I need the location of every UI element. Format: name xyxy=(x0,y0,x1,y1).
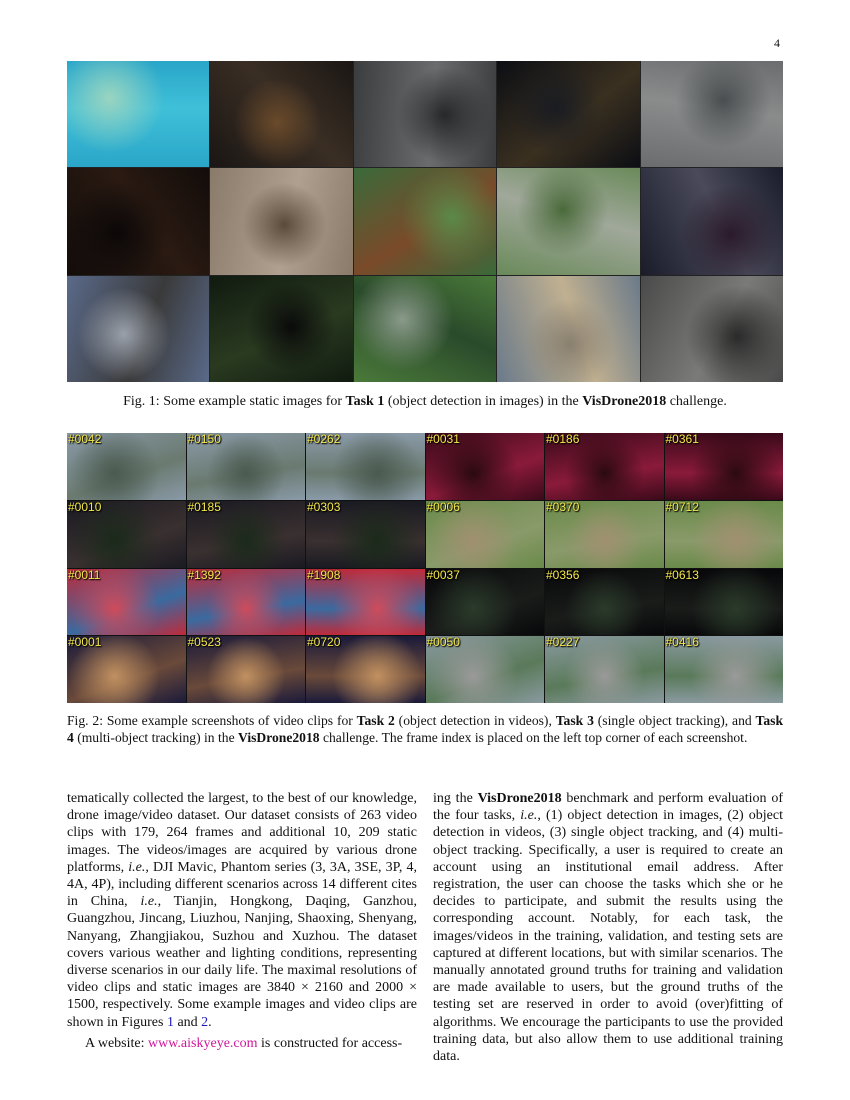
video-frame xyxy=(67,501,186,568)
frame-index-label: #0262 xyxy=(307,433,341,446)
video-frame xyxy=(187,569,306,636)
figure-1-image xyxy=(354,61,496,167)
frame-index-label: #0227 xyxy=(546,636,580,650)
frame-index-label: #1908 xyxy=(307,568,341,582)
text-italic: i.e. xyxy=(140,894,158,910)
page-number: 4 xyxy=(774,36,780,50)
caption-task: Task 2 xyxy=(356,713,395,728)
text-italic: i.e. xyxy=(128,859,146,875)
caption-text: (object detection in videos), xyxy=(394,713,556,728)
caption-task: Task 3 xyxy=(555,713,594,728)
figure-1-image xyxy=(210,276,352,382)
video-frame xyxy=(665,433,784,500)
caption-task: Task 4 xyxy=(67,713,784,745)
frame-index-label: #0720 xyxy=(307,636,341,650)
video-frame xyxy=(187,433,306,500)
caption-text: (single object tracking), and xyxy=(593,713,756,728)
website-link[interactable]: www.aiskyeye.com xyxy=(148,1035,258,1051)
figure-2-video-grid xyxy=(67,433,783,703)
frame-index-label: #0186 xyxy=(546,433,580,446)
text: , (1) object detection in images, (2) object detection in videos, (3) single object tracking, and (4) multi-object tracking. Specifically, a user is required to create an account using an institutional email address. After registration, the user can choose the tasks which she or he decides to participate, and submit the results using the corresponding account. Notably, for each task, the images/videos in the training, validation, and testing sets are captured at different locations, but with similar scenarios. The manually annotated ground truths for training and validation are made available to users, but the ground truths of the testing set are reserved in order to avoid (over)fitting of algorithms. We encourage the participants to use the provided training data, but also allow them to use additional training data. xyxy=(433,808,783,1065)
frame-index-label: #0303 xyxy=(307,500,341,514)
video-frame xyxy=(67,433,186,500)
frame-index-label: #0150 xyxy=(187,433,221,446)
frame-index-label: #0042 xyxy=(68,433,102,446)
figure-2-caption xyxy=(67,712,783,746)
frame-index-label: #0037 xyxy=(426,568,460,582)
frame-index-label: #0356 xyxy=(546,568,580,582)
text: ing the xyxy=(433,791,478,806)
video-frame xyxy=(306,636,425,703)
frame-index-label: #0031 xyxy=(426,433,460,446)
figure-1-image xyxy=(210,168,352,274)
frame-index-label: #0712 xyxy=(665,500,699,514)
frame-index-label: #0370 xyxy=(546,500,580,514)
figure-1-image xyxy=(67,168,209,274)
video-frame xyxy=(545,433,664,500)
video-frame xyxy=(306,433,425,500)
video-frame xyxy=(67,636,186,703)
caption-text: Fig. 1: Some example static images for xyxy=(123,394,346,409)
caption-challenge-name: VisDrone2018 xyxy=(582,394,667,409)
caption-challenge-name: VisDrone2018 xyxy=(238,730,320,745)
video-frame xyxy=(306,569,425,636)
video-frame xyxy=(187,636,306,703)
figure-ref-link-2[interactable]: 2 xyxy=(201,1014,209,1030)
frame-index-label: #0185 xyxy=(187,500,221,514)
text: and xyxy=(173,1014,202,1030)
caption-text: Fig. 2: Some example screenshots of video clips for xyxy=(67,713,357,728)
figure-1-image xyxy=(497,61,639,167)
text: is constructed for access- xyxy=(257,1035,403,1051)
text-bold: VisDrone2018 xyxy=(477,791,562,806)
paragraph xyxy=(67,1035,417,1052)
caption-task: Task 1 xyxy=(345,394,385,409)
frame-index-label: #0416 xyxy=(665,636,699,650)
video-frame xyxy=(426,501,545,568)
text: tematically collected the largest, to the best of our knowledge, drone image/video dataset. Our dataset consists of 263 video clips with 179, 264 frames and additional 10, 209 static images. The videos/images are acquired by various drone platforms, xyxy=(67,791,417,875)
figure-1-image xyxy=(67,276,209,382)
figure-1-image xyxy=(354,168,496,274)
video-frame xyxy=(665,501,784,568)
text-italic: i.e. xyxy=(520,808,538,824)
frame-index-label: #0011 xyxy=(68,568,101,582)
video-frame xyxy=(545,569,664,636)
figure-1-image xyxy=(497,168,639,274)
frame-index-label: #0010 xyxy=(68,500,102,514)
frame-index-label: #0001 xyxy=(68,636,102,650)
figure-1-caption xyxy=(67,394,783,410)
figure-1-image xyxy=(67,61,209,167)
figure-1-image xyxy=(641,276,783,382)
text: benchmark and perform evaluation of the four tasks, xyxy=(433,791,783,824)
frame-index-label: #1392 xyxy=(187,568,221,582)
text: , Tianjin, Hongkong, Daqing, Ganzhou, Guangzhou, Jincang, Liuzhou, Nanjing, Shaoxing, Shenyang, Nanyang, Zhangjiakou, Suzhou and Xuzhou. The dataset covers various weather and lighting conditions, representing diverse scenarios in our daily life. The maximal resolutions of video clips and static images are 3840 × 2160 and 2000 × 1500, respectively. Some example images and video clips are shown in Figures xyxy=(67,894,417,1030)
figure-1-image xyxy=(210,61,352,167)
text: , DJI Mavic, Phantom series (3, 3A, 3SE, 3P, 4, 4A, 4P), including different scenarios across 14 different cites in China, xyxy=(67,859,417,910)
video-frame xyxy=(426,433,545,500)
body-column-right xyxy=(433,790,783,1065)
figure-ref-link-1[interactable]: 1 xyxy=(166,1014,174,1030)
caption-text: (object detection in images) in the xyxy=(384,394,583,409)
figure-1-image xyxy=(354,276,496,382)
video-frame xyxy=(665,636,784,703)
figure-1-image xyxy=(641,61,783,167)
figure-1-image xyxy=(641,168,783,274)
frame-index-label: #0361 xyxy=(665,433,699,446)
figure-1-image xyxy=(497,276,639,382)
video-frame xyxy=(426,636,545,703)
video-frame xyxy=(306,501,425,568)
video-frame xyxy=(545,636,664,703)
video-frame xyxy=(67,569,186,636)
frame-index-label: #0523 xyxy=(187,636,221,650)
text: . xyxy=(208,1014,212,1030)
frame-index-label: #0050 xyxy=(426,636,460,650)
caption-text: (multi-object tracking) in the xyxy=(73,730,239,745)
video-frame xyxy=(545,501,664,568)
text: A website: xyxy=(85,1035,148,1051)
video-frame xyxy=(187,501,306,568)
video-frame xyxy=(665,569,784,636)
frame-index-label: #0613 xyxy=(665,568,699,582)
caption-text: challenge. xyxy=(666,394,727,409)
paragraph xyxy=(433,790,783,1065)
paragraph xyxy=(67,790,417,1031)
frame-index-label: #0006 xyxy=(426,500,460,514)
body-column-left xyxy=(67,790,417,1052)
video-frame xyxy=(426,569,545,636)
figure-1-image-grid xyxy=(67,61,783,382)
caption-text: challenge. The frame index is placed on the left top corner of each screenshot. xyxy=(319,730,748,745)
